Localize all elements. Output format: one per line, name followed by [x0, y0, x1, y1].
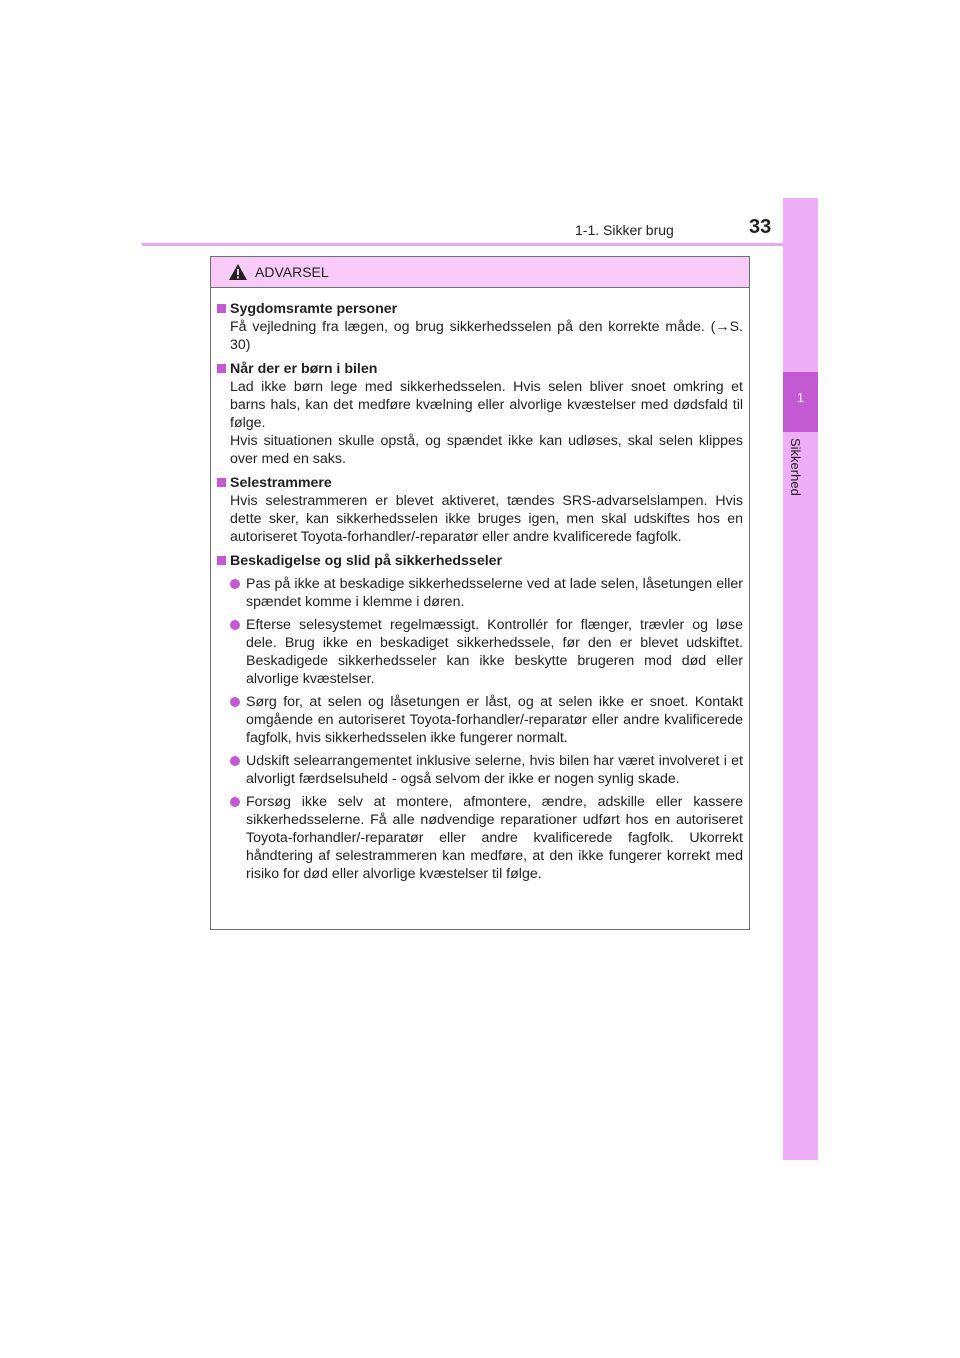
section-heading: Når der er børn i bilen — [230, 361, 378, 377]
square-bullet-icon — [217, 364, 226, 373]
section-text: Lad ikke børn lege med sikkerhedsselen. Hvis selen bliver snoet omkring et barns hals, kan det medføre kvælning eller alvorlige kvæstelser med dødsfald til følge. — [230, 379, 743, 431]
section-title: 1-1. Sikker brug — [575, 222, 674, 238]
list-item: Sørg for, at selen og låsetungen er låst, og at selen ikke er snoet. Kontakt omgående en autoriseret Toyota-forhandler/-reparatør eller andre kvalificerede fagfolk, hvis sikkerhedsselen ikke fungerer normalt. — [230, 693, 743, 747]
warning-triangle-icon — [228, 263, 248, 281]
chapter-number: 1 — [796, 390, 805, 405]
list-item: Udskift selearrangementet inklusive selerne, hvis bilen har været involveret i et alvorligt færdselsuheld - også selvom der ikke er nogen synlig skade. — [230, 752, 743, 788]
section-children — [217, 360, 743, 468]
section-sick-persons — [217, 300, 743, 354]
square-bullet-icon — [217, 478, 226, 487]
warning-title: ADVARSEL — [255, 264, 329, 280]
square-bullet-icon — [217, 304, 226, 313]
dot-bullet-icon — [230, 797, 240, 807]
section-heading: Selestrammere — [230, 475, 332, 491]
chapter-label: Sikkerhed — [788, 438, 803, 496]
chapter-side-tab — [783, 198, 818, 1160]
section-pretensioners — [217, 474, 743, 546]
section-text-2: Hvis situationen skulle opstå, og spændet ikke kan udløses, skal selen klippes over med en saks. — [230, 433, 743, 467]
dot-bullet-icon — [230, 697, 240, 707]
page-number: 33 — [749, 216, 772, 238]
dot-bullet-icon — [230, 756, 240, 766]
dot-bullet-icon — [230, 620, 240, 630]
section-heading: Sygdomsramte personer — [230, 301, 398, 317]
warning-body — [211, 288, 749, 883]
section-damage-wear — [217, 552, 743, 883]
bullet-list — [230, 575, 743, 883]
list-item: Pas på ikke at beskadige sikkerhedsselerne ved at lade selen, låsetungen eller spændet komme i klemme i døren. — [230, 575, 743, 611]
header-rule — [142, 243, 818, 246]
square-bullet-icon — [217, 556, 226, 565]
dot-bullet-icon — [230, 579, 240, 589]
section-heading: Beskadigelse og slid på sikkerhedsseler — [230, 553, 503, 569]
section-text: Få vejledning fra lægen, og brug sikkerhedsselen på den korrekte måde. (→S. 30) — [230, 319, 743, 353]
section-text: Hvis selestrammeren er blevet aktiveret, tændes SRS-advarselslampen. Hvis dette sker, kan sikkerhedsselen ikke bruges igen, men skal udskiftes hos en autoriseret Toyota-forhandler/-reparatør eller andre kvalificerede fagfolk. — [230, 493, 743, 545]
list-item: Efterse selesystemet regelmæssigt. Kontrollér for flænger, trævler og løse dele. Brug ikke en beskadiget sikkerhedssele, før den er blevet udskiftet. Beskadigede sikkerhedsseler kan ikke beskytte brugeren mod død eller alvorlige kvæstelser. — [230, 616, 743, 688]
warning-header — [211, 257, 749, 288]
warning-box — [210, 256, 750, 930]
list-item: Forsøg ikke selv at montere, afmontere, ændre, adskille eller kassere sikkerhedsselerne. Få alle nødvendige reparationer udført hos en autoriseret Toyota-forhandler/-reparatør eller andre kvalificerede fagfolk. Ukorrekt håndtering af selestrammeren kan medføre, at den ikke fungerer korrekt med risiko for død eller alvorlige kvæstelser til følge. — [230, 793, 743, 883]
